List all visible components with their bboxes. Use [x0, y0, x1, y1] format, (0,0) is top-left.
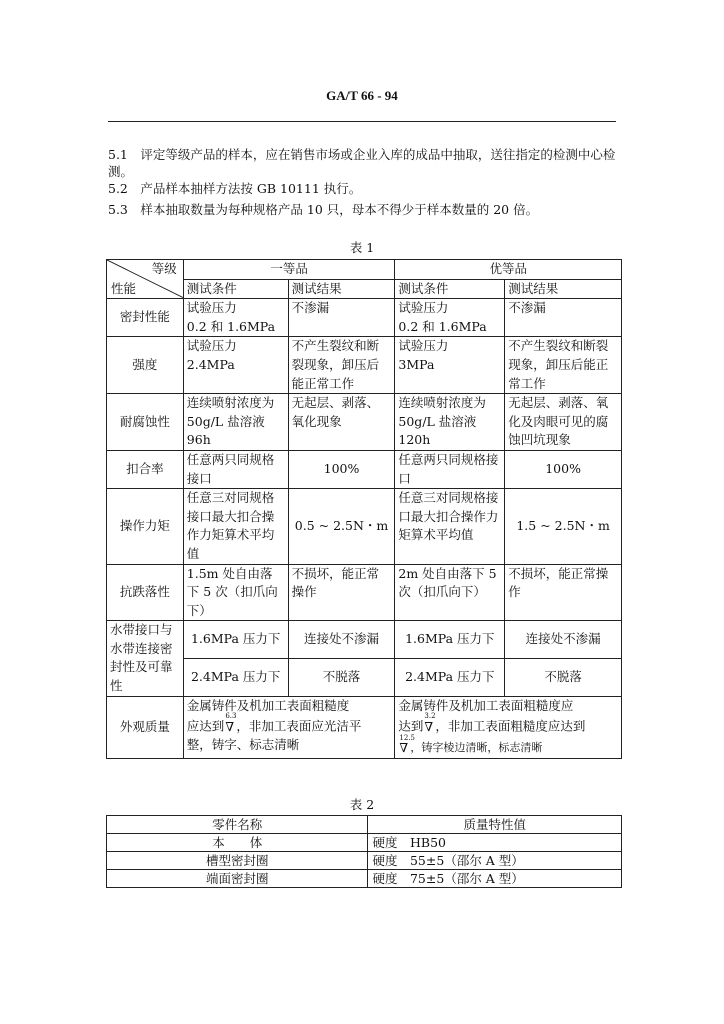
property-cell: 抗跌落性	[107, 564, 184, 621]
condition-cell: 1.6MPa 压力下	[183, 621, 288, 659]
roughness-symbol	[423, 712, 436, 736]
condition-cell: 试验压力 0.2 和 1.6MPa	[395, 299, 505, 337]
roughness-mark-icon: ∇	[399, 740, 409, 756]
appearance-line	[186, 712, 392, 736]
subhead-cell: 测试条件	[395, 279, 505, 299]
table-2	[106, 815, 622, 888]
condition-cell: 任意三对同规格接口最大扣合操作力矩算术平均值	[395, 489, 505, 564]
result-cell: 不脱落	[288, 658, 395, 696]
document-code: GA/T 66 - 94	[326, 88, 398, 103]
table-row	[107, 394, 622, 451]
result-cell: 不产生裂纹和断裂现象，卸压后能正常工作	[505, 337, 622, 394]
property-cell: 外观质量	[107, 696, 184, 758]
roughness-mark-icon: ∇	[424, 718, 434, 734]
result-cell: 不脱落	[505, 658, 622, 696]
table-row	[107, 696, 622, 758]
result-cell: 无起层、剥落、氧化及肉眼可见的腐蚀凹坑现象	[505, 394, 622, 451]
clause-5-2	[108, 180, 618, 197]
header-cell: 零件名称	[107, 816, 368, 834]
grade-first: 一等品	[183, 260, 395, 280]
clause-number: 5.1	[108, 147, 128, 162]
subhead-cell: 测试条件	[183, 279, 288, 299]
condition-cell: 任意两只同规格接口	[183, 450, 288, 488]
appearance-line: 金属铸件及机加工表面粗糙度	[186, 697, 350, 713]
condition-cell: 试验压力 2.4MPa	[183, 337, 288, 394]
quality-value-cell: 硬度 75±5（邵尔 A 型）	[368, 870, 622, 888]
table-row	[107, 337, 622, 394]
condition-cell: 任意三对同规格接口最大扣合操作力矩算术平均值	[183, 489, 288, 564]
subhead-cell: 测试结果	[505, 279, 622, 299]
roughness-symbol	[224, 712, 237, 736]
property-cell: 密封性能	[107, 299, 184, 337]
condition-cell: 连续喷射浓度为 50g/L 盐溶液 120h	[395, 394, 505, 451]
result-cell: 100%	[505, 450, 622, 488]
table-row	[107, 621, 622, 659]
result-cell: 不损坏，能正常操作	[505, 564, 622, 621]
roughness-value: 6.3	[225, 712, 237, 721]
part-name-cell: 端面密封圈	[107, 870, 368, 888]
clause-text: 产品样本抽样方法按 GB 10111 执行。	[140, 181, 362, 196]
table-row	[107, 870, 622, 888]
appearance-line	[398, 712, 618, 736]
appearance-line: 金属铸件及机加工表面粗糙度应	[398, 697, 574, 713]
table2-caption: 表 2	[349, 797, 375, 812]
roughness-value: 3.2	[424, 712, 436, 721]
property-cell: 耐腐蚀性	[107, 394, 184, 451]
condition-cell: 任意两只同规格接口	[395, 450, 505, 488]
part-name-cell: 本 体	[107, 834, 368, 852]
header-rule	[108, 121, 616, 122]
appearance-text: ，铸字棱边清晰，标志清晰	[410, 741, 543, 755]
table-row	[107, 852, 622, 870]
result-cell: 不损坏，能正常操作	[288, 564, 395, 621]
corner-top-label: 等级	[151, 261, 177, 276]
clause-5-1	[108, 146, 618, 180]
header-cell: 质量特性值	[368, 816, 622, 834]
table-row	[107, 260, 622, 280]
part-name-cell: 槽型密封圈	[107, 852, 368, 870]
table-row	[107, 299, 622, 337]
roughness-value: 12.5	[399, 733, 415, 742]
roughness-symbol	[398, 733, 415, 758]
condition-cell: 试验压力 3MPa	[395, 337, 505, 394]
clause-number: 5.2	[108, 181, 128, 196]
table-1	[106, 259, 622, 759]
quality-value-cell: 硬度 HB50	[368, 834, 622, 852]
appearance-text: ，非加工表面粗糙度应达到	[435, 718, 586, 734]
result-cell: 连接处不渗漏	[288, 621, 395, 659]
clause-text: 样本抽取数量为每种规格产品 10 只，母本不得少于样本数量的 20 倍。	[140, 202, 539, 217]
clause-5-3	[108, 201, 618, 218]
table1-caption: 表 1	[349, 240, 375, 255]
condition-cell: 连续喷射浓度为 50g/L 盐溶液 96h	[183, 394, 288, 451]
appearance-superior-cell	[395, 696, 622, 758]
corner-bottom-label: 性能	[111, 280, 137, 296]
result-cell: 无起层、剥落、氧化现象	[288, 394, 395, 451]
property-cell: 强度	[107, 337, 184, 394]
property-cell: 操作力矩	[107, 489, 184, 564]
result-cell: 0.5 ~ 2.5N・m	[288, 489, 395, 564]
clause-number: 5.3	[108, 202, 128, 217]
condition-cell: 1.6MPa 压力下	[395, 621, 505, 659]
appearance-line: 整，铸字、标志清晰	[186, 737, 300, 753]
appearance-first-cell	[183, 696, 395, 758]
table-row	[107, 816, 622, 834]
result-cell: 不渗漏	[288, 299, 395, 337]
roughness-mark-icon: ∇	[225, 718, 235, 734]
appearance-text: 达到	[398, 718, 424, 734]
quality-value-cell: 硬度 55±5（邵尔 A 型）	[368, 852, 622, 870]
result-cell: 连接处不渗漏	[505, 621, 622, 659]
appearance-line	[398, 733, 618, 758]
appearance-text: ，非加工表面应光洁平	[236, 718, 362, 734]
clause-text: 评定等级产品的样本，应在销售市场或企业入库的成品中抽取，送往指定的检测中心检测。	[108, 147, 616, 179]
table-row	[107, 658, 622, 696]
condition-cell: 1.5m 处自由落下 5 次（扣爪向下）	[183, 564, 288, 621]
condition-cell: 2.4MPa 压力下	[183, 658, 288, 696]
table-row	[107, 834, 622, 852]
property-cell: 扣合率	[107, 450, 184, 488]
result-cell: 不渗漏	[505, 299, 622, 337]
table-row	[107, 450, 622, 488]
result-cell: 1.5 ~ 2.5N・m	[505, 489, 622, 564]
result-cell: 不产生裂纹和断裂现象，卸压后能正常工作	[288, 337, 395, 394]
condition-cell: 2.4MPa 压力下	[395, 658, 505, 696]
property-cell: 水带接口与水带连接密封性及可靠性	[107, 621, 184, 696]
result-cell: 100%	[288, 450, 395, 488]
appearance-text: 应达到	[186, 718, 225, 734]
subhead-cell: 测试结果	[288, 279, 395, 299]
table-row	[107, 564, 622, 621]
table-row	[107, 489, 622, 564]
corner-cell	[107, 260, 184, 299]
condition-cell: 2m 处自由落下 5 次（扣爪向下）	[395, 564, 505, 621]
condition-cell: 试验压力 0.2 和 1.6MPa	[183, 299, 288, 337]
grade-superior: 优等品	[395, 260, 622, 280]
